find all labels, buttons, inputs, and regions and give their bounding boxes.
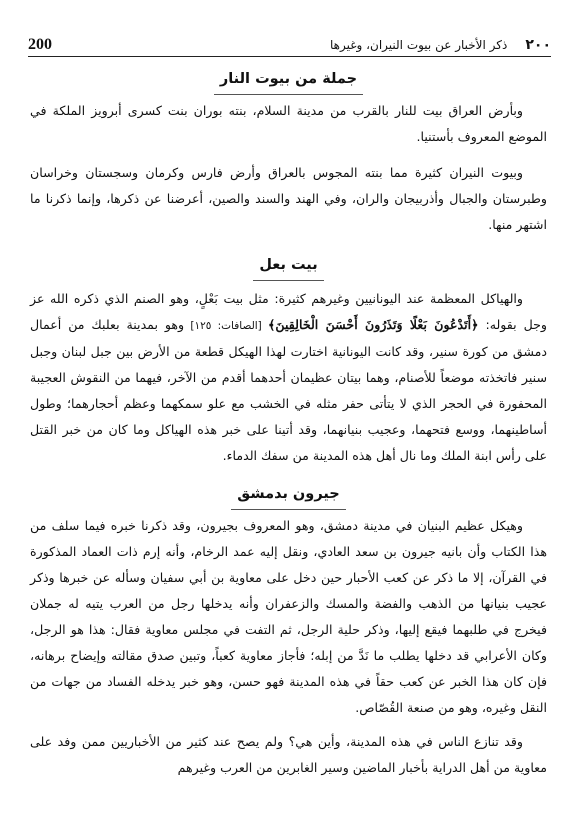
paragraph-jayrun-temple: وهيكل عظيم البنيان في مدينة دمشق، وهو المعروف بجيرون، وقد ذكرنا خبره فيما سلف من هذا الكتاب وأن بانيه جيرون بن سعد العادي، ونقل إليه عمد الرخام، وأنه إرم ذات العماد المذكورة في القرآن، إلا ما ذكر عن كعب الأحبار حين دخل على معاوية بن أبي سفيان وسأله عن خبرها وذكر عجيب بنيانها من الذهب والفضة والمسك والزعفران وأنه يدخلها رجل من العرب يتيه له جملان فيخرج في طلبهما فيقع إليها، وذكر حلية الرجل، ثم التفت في مجلس معاوية فقال: هذا هو الرجل، وكان الأعرابي قد دخلها يطلب ما نَدَّ من إبله؛ فأجاز معاوية كعباً، وتبين صدق مقالته وإيضاح برهانه، فإن كان هذا الخبر عن كعب حقاً في هذه المدينة فهو حسن، وهو خبر يدخله الفساد من جهات من النقل وغيره، وهو من صنعة القُصّاص. xyxy=(30,518,547,715)
paragraph-text: والهياكل المعظمة عند اليونانيين وغيرهم كثيرة: مثل بيت بَعْلٍ، وهو الصنم الذي ذكره الله عز وجل بقوله: xyxy=(30,291,548,332)
verse-reference: [الصافات: ١٢٥] xyxy=(184,320,269,332)
paragraph-baal-temple xyxy=(30,286,547,469)
heading-text: جيرون بدمشق xyxy=(231,481,345,510)
running-title: ذكر الأخبار عن بيوت النيران، وغيرها xyxy=(330,38,508,52)
paragraph-text: وهو بمدينة بعلبك من أعمال دمشق من كورة سنير، وقد كانت اليونانية اختارت لهذا الهيكل قطعة من الأرض بين جبل لبنان وجبل سنير فاتخذته موضعاً للأصنام، وهما بيتان عظيمان أحدهما أقدم من الآخر، فيهما من النقوش العجيبة المحفورة في الحجر الذي لا يتأتى حفر مثله في الخشب مع علو سمكهما وعظم أحجارهما؛ وطول أساطينهما، ووسع فتحهما، وعجيب بنيانهما، وقد أتينا على خبر هذه الهياكل وما كان من خبر القتل على رأس ابنة الملك وما نال أهل هذه المدينة من سفك الدماء. xyxy=(30,317,547,463)
section-heading-fire-houses xyxy=(30,66,547,92)
paragraph-city-dispute: وقد تنازع الناس في هذه المدينة، وأين هي؟ ولم يصح عند كثير من الأخباريين ممن وفد على معاوية من أهل الدراية بأخبار الماضين وسير الغابرين من العرب وغيرهم xyxy=(30,734,547,775)
page-number-arabic: ٢٠٠ xyxy=(525,37,551,53)
paragraph-fire-house-iraq: وبأرض العراق بيت للنار بالقرب من مدينة السلام، بنته بوران بنت كسرى أبرويز الملكة في الموضع المعروف بأستنيا. xyxy=(30,103,547,144)
section-heading-jayrun xyxy=(30,481,547,507)
running-header xyxy=(28,34,551,57)
paragraph-fire-houses-list: وبيوت النيران كثيرة مما بنته المجوس بالعراق وأرض فارس وكرمان وسجستان وخراسان وطبرستان والجبال وأذربيجان والران، وفي الهند والسند والصين، أعرضنا عن ذكرها، وإنما ذكرنا ما اشتهر منها. xyxy=(30,165,547,232)
page-number-latin: 200 xyxy=(28,36,52,53)
section-heading-baal xyxy=(30,252,547,278)
heading-text: بيت بعل xyxy=(253,252,323,281)
page-body xyxy=(30,64,547,781)
quran-verse: ﴿أَتَدْعُونَ بَعْلًا وَتَذَرُونَ أَحْسَنَ الْخَالِقِينَ﴾ xyxy=(268,317,479,332)
heading-text: جملة من بيوت النار xyxy=(214,66,363,95)
